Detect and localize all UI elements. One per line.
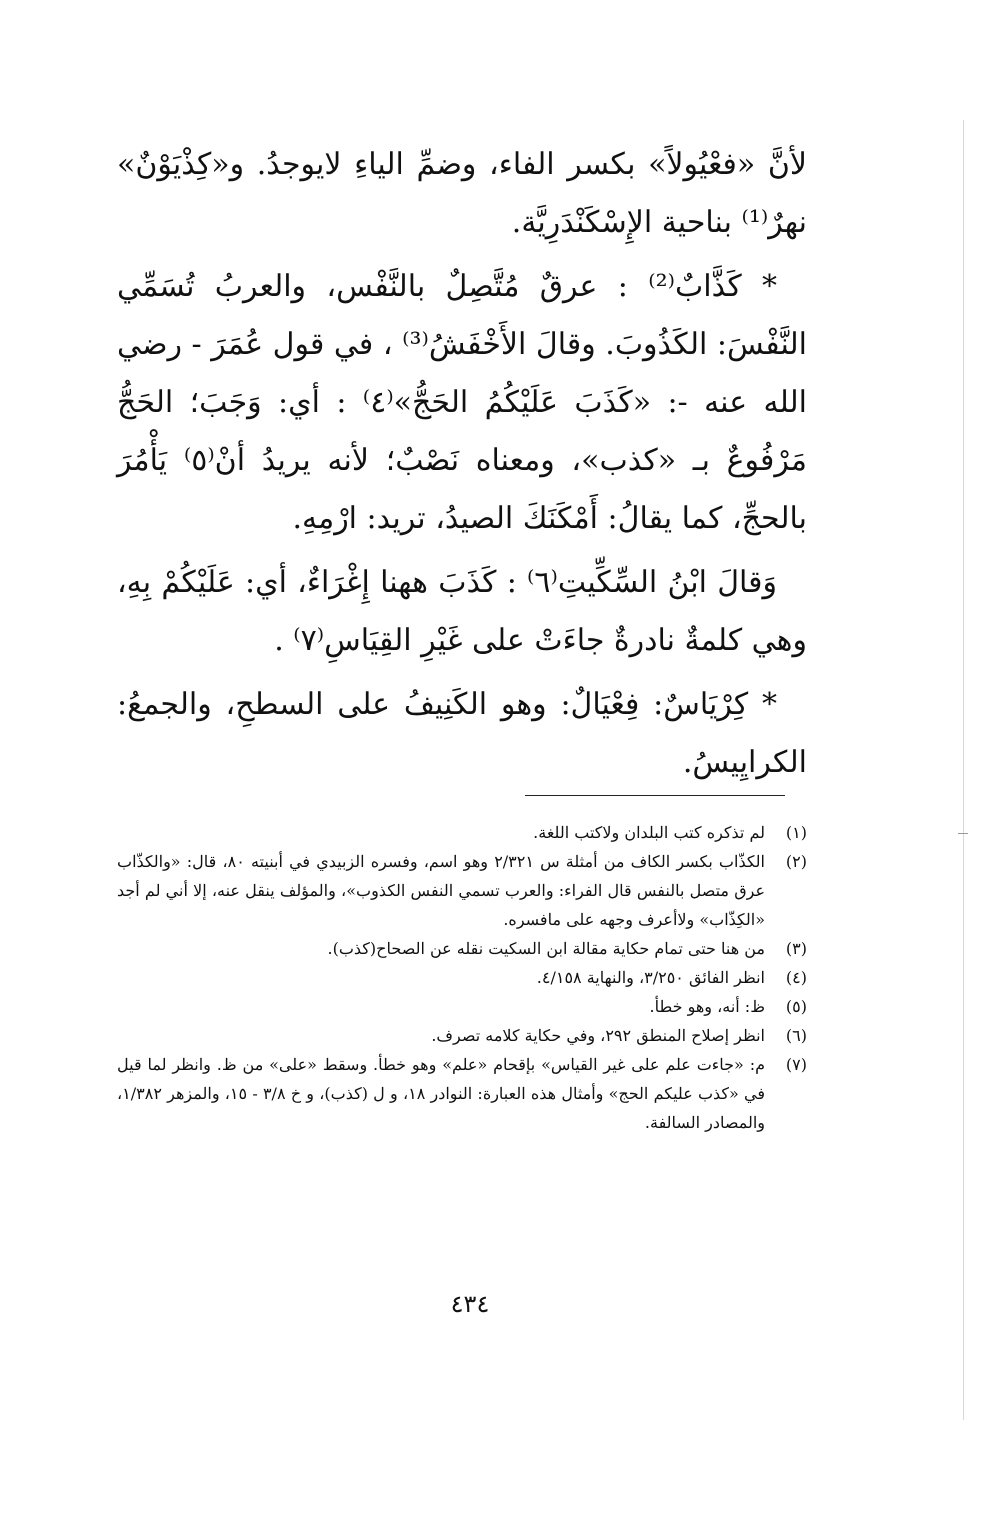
main-body-text	[117, 136, 807, 792]
footnote-item	[117, 818, 807, 847]
footnote-divider	[525, 795, 785, 796]
footnotes-section	[117, 818, 807, 1137]
footnote-item	[117, 963, 807, 992]
footnote-text: لم تذكره كتب البلدان ولاكتب اللغة.	[533, 823, 765, 842]
footnote-item	[117, 1050, 807, 1137]
footnote-marker: (٢)	[785, 852, 807, 871]
paragraph-ibn-al-sikkit: وَقالَ ابْنُ السِّكِّيتِ⁽٦⁾ : كَذَبَ ههنا إِغْرَاءٌ، أي: عَلَيْكُمْ بِهِ، وهي كلمةٌ نادرةٌ جاءَتْ على غَيْرِ القِيَاسِ⁽٧⁾ .	[117, 565, 807, 658]
footnote-marker: (٦)	[785, 1026, 807, 1045]
footnote-text: الكذّاب بكسر الكاف من أمثلة س ٢/٣٢١ وهو اسم، وفسره الزبيدي في أبنيته ٨٠، قال: «والكذّاب عرق متصل بالنفس قال الفراء: والعرب تسمي النفس الكذوب»، والمؤلف ينقل عنه، إلا أني لم أجد «الكِذّاب» ولاأعرف وجهه على مافسره.	[117, 852, 765, 929]
footnote-marker: (٥)	[785, 997, 807, 1016]
page-number: ٤٣٤	[450, 1290, 490, 1318]
footnote-text: انظر إصلاح المنطق ٢٩٢، وفي حكاية كلامه تصرف.	[431, 1026, 765, 1045]
footnote-item	[117, 847, 807, 934]
footnote-text: من هنا حتى تمام حكاية مقالة ابن السكيت نقله عن الصحاح(كذب).	[327, 939, 765, 958]
footnote-text: ظ: أنه، وهو خطأ.	[649, 997, 765, 1016]
footnote-marker: (٤)	[785, 968, 807, 987]
paragraph-kiryas: * كِرْيَاسٌ: فِعْيَالٌ: وهو الكَنِيفُ على السطحِ، والجمعُ: الكرايِيسُ.	[117, 687, 807, 780]
footnote-item	[117, 992, 807, 1021]
paragraph-kadhdhab: * كَذَّابٌ⁽²⁾ : عرقٌ مُتَّصِلٌ بالنَّفْس، والعربُ تُسَمِّي النَّفْسَ: الكَذُوبَ. وقالَ الأَخْفَشُ⁽³⁾ ، في قول عُمَرَ - رضي الله عنه -: «كَذَبَ عَلَيْكُمُ الحَجُّ»⁽٤⁾ : أي: وَجَبَ؛ الحَجُّ مَرْفُوعٌ بـ «كذب»، ومعناه نَصْبٌ؛ لأنه يريدُ أنْ⁽٥⁾ يَأْمُرَ بالحجِّ، كما يقالُ: أَمْكَنَكَ الصيدُ، تريد: ارْمِهِ.	[117, 269, 807, 536]
footnote-text: م: «جاءت علم على غير القياس» بإقحام «علم» وهو خطأ. وسقط «على» من ظ. وانظر لما قيل في «كذب عليكم الحج» وأمثال هذه العبارة: النوادر ١٨، و ل (كذب)، و خ ٣/٨ - ١٥، والمزهر ١/٣٨٢، والمصادر السالفة.	[117, 1055, 766, 1132]
footnote-marker: (١)	[785, 823, 807, 842]
footnote-item	[117, 934, 807, 963]
scan-margin-line	[963, 120, 964, 1420]
footnote-text: انظر الفائق ٣/٢٥٠، والنهاية ٤/١٥٨.	[536, 968, 765, 987]
footnote-marker: (٧)	[785, 1055, 807, 1074]
paragraph-kidhyawn: لأنَّ «فعْيُولاً» بكسر الفاء، وضمِّ الياءِ لايوجدُ. و«كِذْيَوْنٌ» نهرٌ⁽¹⁾ بناحية الإِسْكَنْدَرِيَّة.	[117, 147, 807, 240]
scan-margin-tick	[958, 833, 968, 834]
footnote-marker: (٣)	[785, 939, 807, 958]
footnote-item	[117, 1021, 807, 1050]
